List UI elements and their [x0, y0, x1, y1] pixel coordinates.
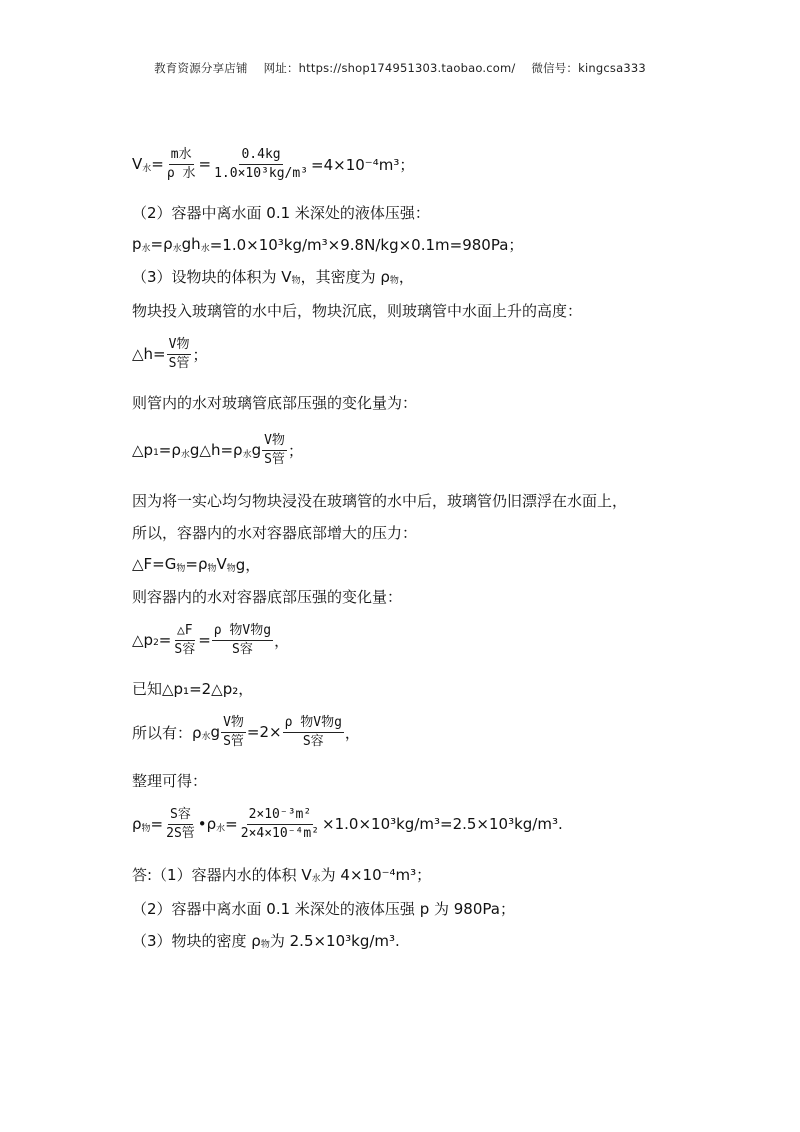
line-container-pressure-intro: 则容器内的水对容器底部压强的变化量：: [132, 587, 403, 606]
line-delta-p1: △p 1 =ρ 水 g△h=ρ 水 g $\frac{\text{V物}}{\text{S管}}$ ；: [132, 432, 303, 467]
line-simplify-intro: 整理可得：: [132, 771, 208, 790]
line-answer-3: （3）物块的密度 ρ 物 为 2.5×10³kg/m³.: [132, 931, 400, 950]
shop-url: 网址：https://shop174951303.taobao.com/: [263, 61, 516, 75]
line-given-relation: 已知△p₁=2△p₂，: [132, 679, 254, 698]
fraction-numeric: $\frac{0.4kg}{\text{1.0×10³kg/m³}}$: [214, 146, 309, 181]
shop-name: 教育资源分享店铺: [154, 61, 248, 75]
line-delta-f: △F=G 物 =ρ 物 V 物 g，: [132, 555, 261, 574]
line-answer-1: 答:（1）容器内水的体积 V 水 为 4×10⁻⁴m³；: [132, 865, 432, 884]
fraction-area-ratio: $\frac{\text{S容}}{\text{2S管}}$: [166, 806, 195, 841]
fraction-numeric-area: $\frac{\text{2×10⁻³m²}}{\text{2×4×10⁻⁴m²}}$: [240, 806, 320, 841]
line-tube-pressure-intro: 则管内的水对玻璃管底部压强的变化量为：: [132, 393, 418, 412]
line-water-volume: V 水 = $\frac{\text{m水}}{\text{ρ 水}}$ = $\frac{0.4kg}{\text{1.0×10³kg/m³}}$ =4×10⁻⁴m³；: [132, 146, 415, 181]
line-part2-title: （2）容器中离水面 0.1 米深处的液体压强：: [132, 203, 430, 222]
line-force-intro: 所以，容器内的水对容器底部增大的压力：: [132, 523, 418, 542]
page-header: [0, 60, 800, 76]
fraction-weight-area: $\frac{\text{ρ 物V物g}}{\text{S容}}$: [284, 714, 342, 749]
line-rise-intro: 物块投入玻璃管的水中后，物块沉底，则玻璃管中水面上升的高度：: [132, 301, 583, 320]
line-floating-statement: 因为将一实心均匀物块浸没在玻璃管的水中后，玻璃管仍旧漂浮在水面上，: [132, 491, 628, 510]
fraction-mass-density: $\frac{\text{m水}}{\text{ρ 水}}$: [166, 146, 196, 181]
line-pressure-calc: p 水 =ρ 水 gh 水 =1.0×10³kg/m³×9.8N/kg×0.1m=980Pa；: [132, 235, 524, 254]
line-density-result: ρ 物 = $\frac{\text{S容}}{\text{2S管}}$ •ρ 水 = $\frac{\text{2×10⁻³m²}}{\text{2×4×10⁻⁴m²}}$ ×1.0×10³kg/m³=2.5×10³kg/m³.: [132, 806, 563, 841]
line-delta-h: △h= $\frac{\text{V物}}{\text{S管}}$ ；: [132, 336, 208, 371]
line-equation-setup: 所以有：ρ 水 g $\frac{\text{V物}}{\text{S管}}$ =2× $\frac{\text{ρ 物V物g}}{\text{S容}}$ ，: [132, 714, 360, 749]
line-part3-title: （3）设物块的体积为 V 物 ，其密度为 ρ 物 ，: [132, 267, 414, 286]
fraction-v-over-s: $\frac{\text{V物}}{\text{S管}}$: [168, 336, 190, 371]
fraction-force-area: $\frac{\triangle F}{\text{S容}}$: [174, 622, 196, 657]
wechat-id: 微信号：kingcsa333: [531, 61, 646, 75]
fraction-v-over-s: $\frac{\text{V物}}{\text{S管}}$: [264, 432, 285, 467]
fraction-v-over-s: $\frac{\text{V物}}{\text{S管}}$: [223, 714, 244, 749]
fraction-weight-area: $\frac{\text{ρ 物V物g}}{\text{S容}}$: [213, 622, 272, 657]
line-delta-p2: △p 2 = $\frac{\triangle F}{\text{S容}}$ = $\frac{\text{ρ 物V物g}}{\text{S容}}$ ，: [132, 622, 290, 657]
line-answer-2: （2）容器中离水面 0.1 米深处的液体压强 p 为 980Pa；: [132, 899, 515, 918]
